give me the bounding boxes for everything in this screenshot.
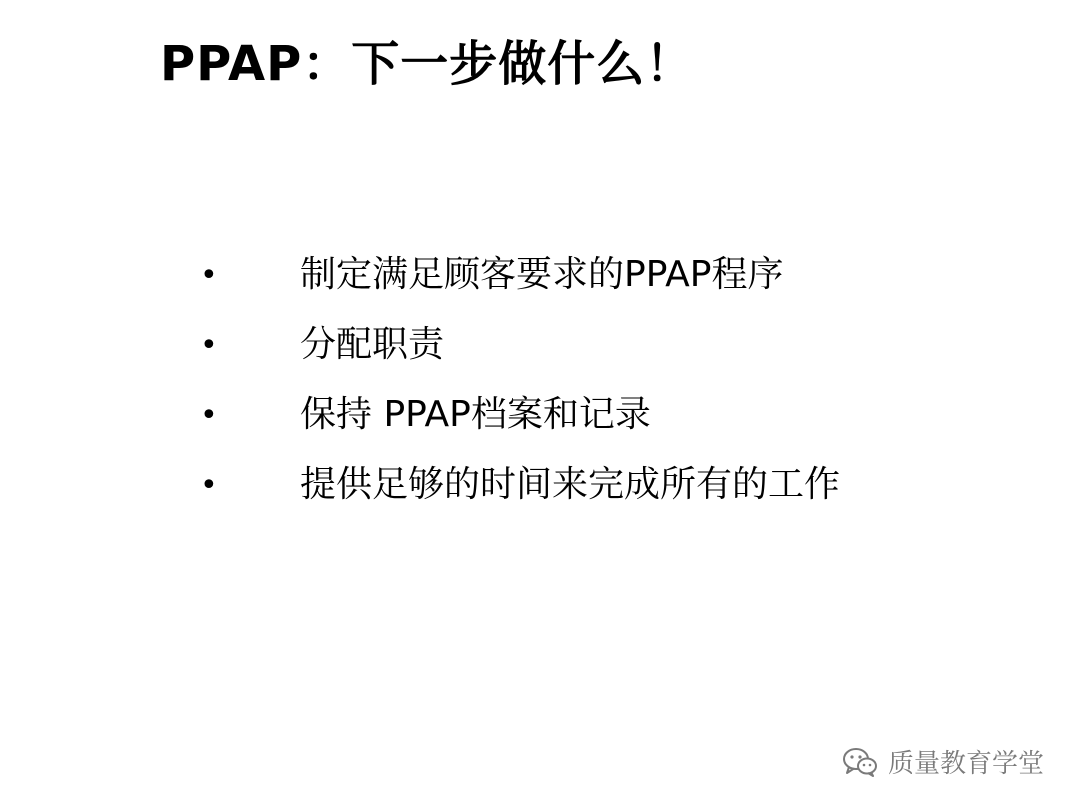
bullet-item [200,380,840,450]
bullet-text: 提供足够的时间来完成所有的工作 [300,464,841,506]
bullet-marker: • [200,467,218,503]
bullet-marker: • [200,397,218,433]
slide-title: PPAP：下一步做什么！ [160,36,695,92]
watermark [842,743,1044,780]
bullet-item [200,450,840,520]
bullet-marker: • [200,257,218,293]
bullet-text: 保持 PPAP档案和记录 [300,394,651,436]
bullet-item [200,310,840,380]
bullet-marker: • [200,327,218,363]
bullet-text: 分配职责 [300,324,445,366]
bullet-text: 制定满足顾客要求的PPAP程序 [300,254,784,296]
watermark-text: 质量教育学堂 [887,749,1044,779]
bullet-item [200,240,840,310]
bullet-list [200,240,840,520]
wechat-icon [842,747,878,777]
